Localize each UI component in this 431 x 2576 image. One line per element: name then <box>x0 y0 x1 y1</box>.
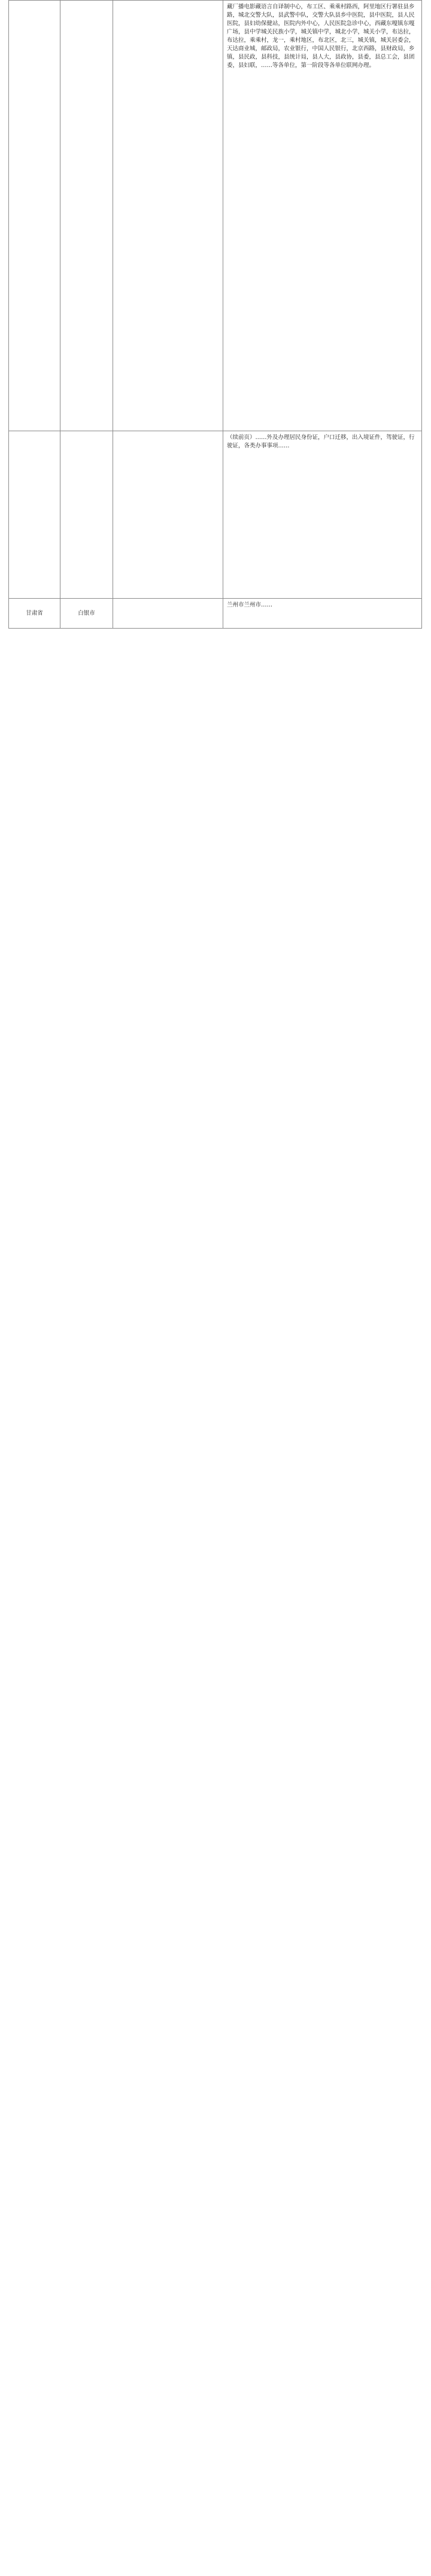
detail-cell: （续前页）……外及办理居民身份证，户口迁移，出入境证件，驾驶证，行驶证，各类办事事项…… <box>223 431 422 599</box>
district-cell <box>60 1 113 431</box>
region-cell: 甘肃省 <box>9 599 60 629</box>
area-cell <box>113 599 223 629</box>
document-table <box>8 0 422 629</box>
area-cell <box>113 431 223 599</box>
detail-cell: 藏厂播电影藏语言自译制中心，布工区、乘乘村路西，阿里地区行署驻县乡路，城北交警大队，县武警中队，交警大队县乡中医院，县中医院，县人民医院，县妇幼保健站，医院内外中心，人民医院急诊中心，西藏东嘎镇东嘎广场，县中学城关民族小学，城关镇中学，城北小学，城关小学，布达拉，布达拉，乘乘村，龙一，乘村地区，布北区，北三，城关镇，城关居委会，天达商业城，邮政局，农业银行，中国人民银行，北京西路，县财政局，乡镇，县民政，县科技，县统计局，县人大，县政协，县委，县总工会，县团委，县妇联，……等各单位，第一阶段等各单位联网办理。 <box>223 1 422 431</box>
region-cell <box>9 1 60 431</box>
detail-cell: 兰州市兰州市…… <box>223 599 422 629</box>
district-cell <box>60 431 113 599</box>
area-cell <box>113 1 223 431</box>
region-cell <box>9 431 60 599</box>
table-row <box>9 431 422 599</box>
table-row <box>9 599 422 629</box>
district-cell: 白银市 <box>60 599 113 629</box>
table-row <box>9 1 422 431</box>
